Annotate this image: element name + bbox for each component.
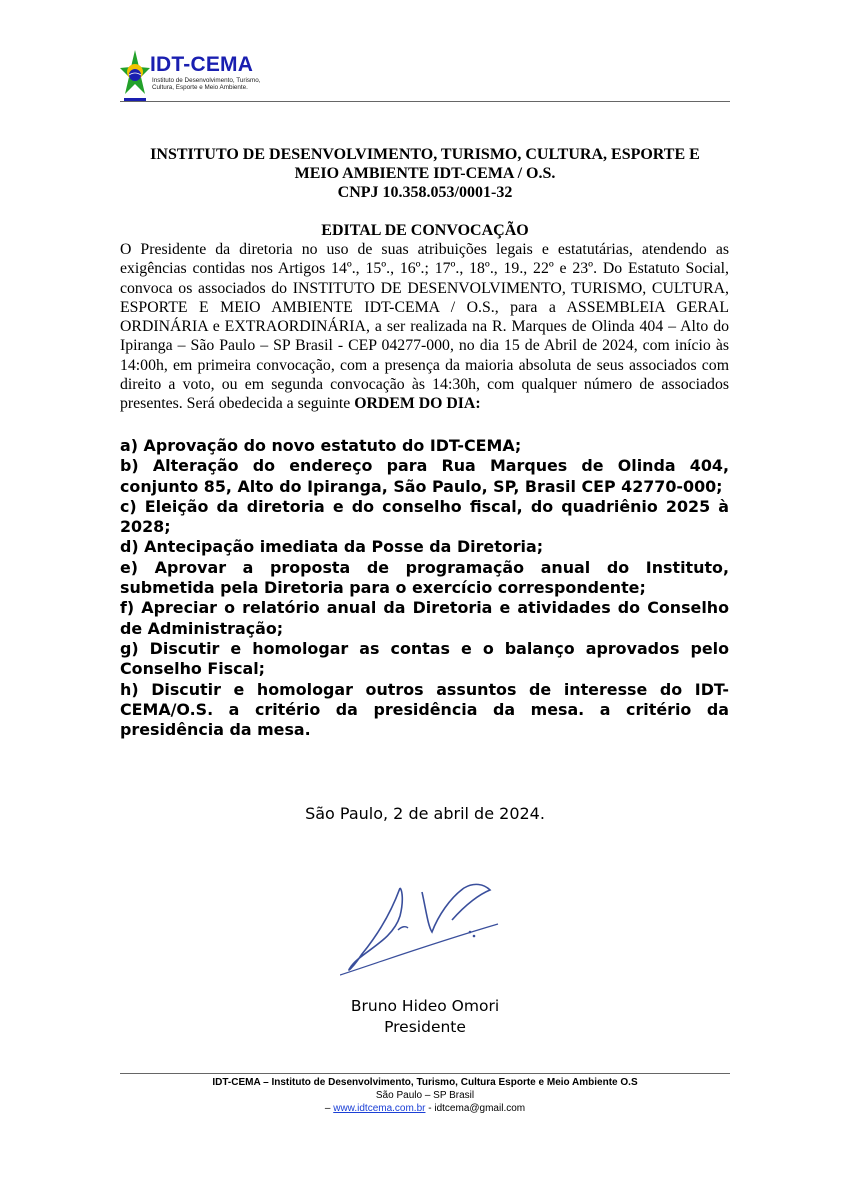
document-header (120, 145, 730, 202)
footer-email: idtcema@gmail.com (434, 1103, 526, 1114)
signer-name: Bruno Hideo Omori (350, 997, 500, 1015)
footer-contact (120, 1102, 730, 1115)
edital-title: EDITAL DE CONVOCAÇÃO (321, 222, 529, 239)
footer (120, 1076, 730, 1115)
edital-body-text: O Presidente da diretoria no uso de suas atribuições legais e estatutárias, atendendo as exigências contidas nos Artigos 14º., 15º., 16º.; 17º., 18º., 19., 22º e 23º. Do Estatuto Social, convoca os associados do INSTITUTO DE DESENVOLVIMENTO, TURISMO, CULTURA, ESPORTE E MEIO AMBIENTE IDT-CEMA / O.S., para a ASSEMBLEIA GERAL ORDINÁRIA e EXTRAORDINÁRIA, a ser realizada na R. Marques de Olinda 404 – Alto do Ipiranga – São Paulo – SP Brasil - CEP 04277-000, no dia 15 de Abril de 2024, com início às 14:00h, em primeira convocação, com a presença da maioria absoluta de seus associados com direito a voto, ou em segunda convocação às 14:30h, com qualquer número de associados presentes. Será obedecida a seguinte (120, 241, 729, 413)
logo (120, 50, 270, 102)
logo-tagline: Instituto de Desenvolvimento, Turismo, Cultura, Esporte e Meio Ambiente. (152, 77, 261, 91)
logo-name: IDT-CEMA (150, 53, 254, 76)
header-divider (120, 101, 730, 102)
footer-website-link[interactable]: www.idtcema.com.br (333, 1103, 426, 1114)
footer-contact-separator: - (425, 1103, 435, 1114)
footer-org: IDT-CEMA – Instituto de Desenvolvimento, Turismo, Cultura Esporte e Meio Ambiente O.S (212, 1077, 638, 1088)
place-date: São Paulo, 2 de abril de 2024. (305, 804, 545, 823)
signer-role: Presidente (384, 1018, 466, 1036)
edital-body (120, 240, 729, 414)
agenda-item-g: g) Discutir e homologar as contas e o balanço aprovados pelo Conselho Fiscal; (120, 638, 729, 679)
header-line-2: MEIO AMBIENTE IDT-CEMA / O.S. (294, 165, 556, 182)
logo-emblem-icon (120, 50, 150, 102)
agenda-list (120, 436, 729, 740)
signature (340, 870, 510, 980)
footer-city: São Paulo – SP Brasil (375, 1090, 475, 1101)
agenda-item-a: a) Aprovação do novo estatuto do IDT-CEMA; (120, 436, 522, 455)
agenda-item-f: f) Apreciar o relatório anual da Diretoria e atividades do Conselho de Administração; (120, 598, 729, 638)
agenda-item-c: c) Eleição da diretoria e do conselho fiscal, do quadriênio 2025 à 2028; (120, 496, 729, 537)
footer-divider (120, 1073, 730, 1074)
ordem-do-dia-label: ORDEM DO DIA: (354, 395, 481, 413)
agenda-item-d: d) Antecipação imediata da Posse da Diretoria; (120, 537, 544, 557)
header-line-1: INSTITUTO DE DESENVOLVIMENTO, TURISMO, CULTURA, ESPORTE E (150, 146, 700, 163)
agenda-item-b: b) Alteração do endereço para Rua Marques de Olinda 404, conjunto 85, Alto do Ipiranga, São Paulo, SP, Brasil CEP 42770-000; (120, 456, 729, 496)
footer-contact-prefix: – (324, 1103, 334, 1114)
agenda-item-h: h) Discutir e homologar outros assuntos de interesse do IDT-CEMA/O.S. a critério da presidência da mesa. a critério da presidência da mesa. (120, 679, 729, 740)
agenda-item-e: e) Aprovar a proposta de programação anual do Instituto, submetida pela Diretoria para o exercício correspondente; (120, 557, 729, 598)
signer-block (120, 996, 730, 1038)
header-cnpj: CNPJ 10.358.053/0001-32 (337, 184, 513, 201)
